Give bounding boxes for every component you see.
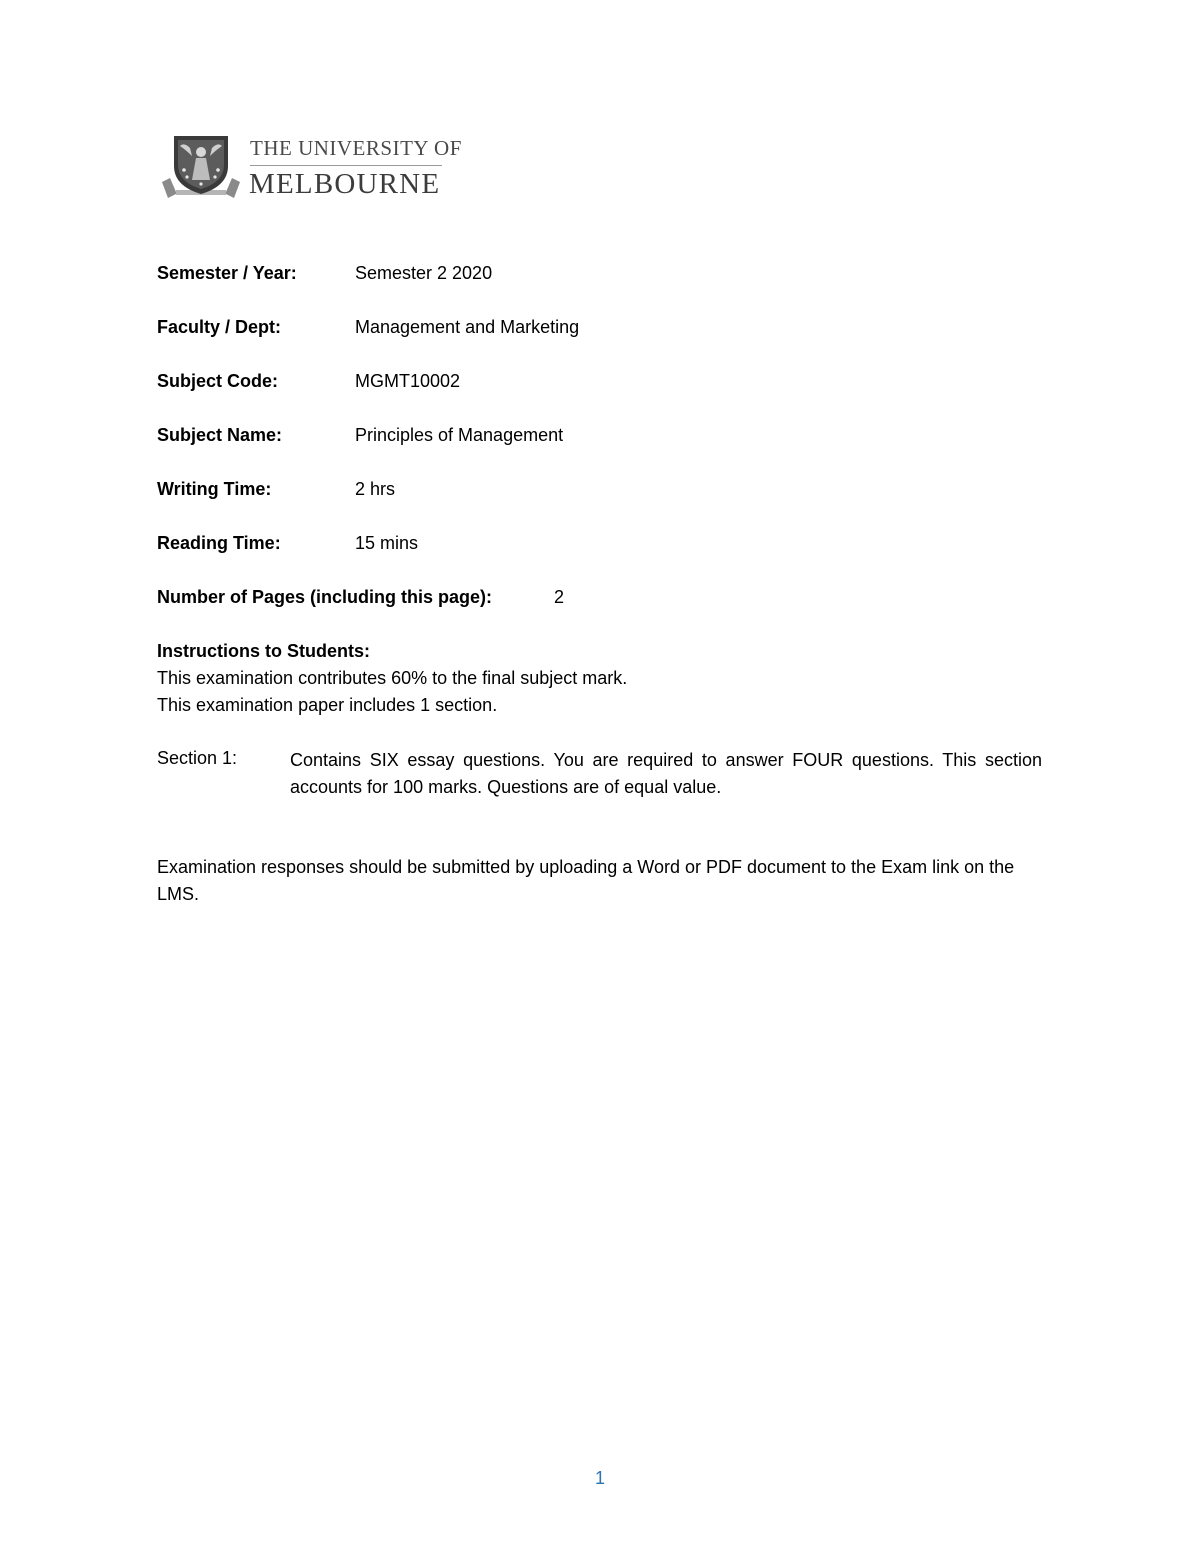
detail-value: 2 hrs bbox=[355, 479, 396, 499]
detail-label: Faculty / Dept: bbox=[157, 317, 282, 337]
detail-label: Semester / Year: bbox=[157, 263, 297, 283]
detail-label: Subject Name: bbox=[157, 425, 283, 445]
university-logo bbox=[160, 132, 462, 204]
section-description: Contains SIX essay questions. You are required to answer FOUR questions. This section accounts for 100 marks. Questions are of equal value. bbox=[290, 750, 1042, 797]
university-crest-icon bbox=[160, 132, 242, 204]
page-count-value: 2 bbox=[554, 587, 565, 607]
logo-text-line2: MELBOURNE bbox=[249, 168, 441, 200]
detail-value: Semester 2 2020 bbox=[355, 263, 493, 283]
page-number: 1 bbox=[594, 1468, 605, 1488]
detail-value: Management and Marketing bbox=[355, 317, 580, 337]
logo-divider bbox=[250, 165, 442, 166]
instruction-line: This examination contributes 60% to the final subject mark. bbox=[157, 668, 628, 688]
detail-label: Writing Time: bbox=[157, 479, 272, 499]
detail-label: Reading Time: bbox=[157, 533, 281, 553]
instruction-line: This examination paper includes 1 section. bbox=[157, 695, 498, 715]
page-count-label: Number of Pages (including this page): bbox=[157, 587, 493, 607]
instructions-heading: Instructions to Students: bbox=[157, 641, 370, 661]
detail-value: MGMT10002 bbox=[355, 371, 461, 391]
detail-value: Principles of Management bbox=[355, 425, 564, 445]
detail-value: 15 mins bbox=[355, 533, 419, 553]
submission-instructions: Examination responses should be submitted by uploading a Word or PDF document to the Exam link on the LMS. bbox=[157, 857, 1015, 904]
detail-label: Subject Code: bbox=[157, 371, 279, 391]
logo-text-line1: THE UNIVERSITY OF bbox=[250, 136, 462, 160]
section-label: Section 1: bbox=[157, 748, 238, 768]
